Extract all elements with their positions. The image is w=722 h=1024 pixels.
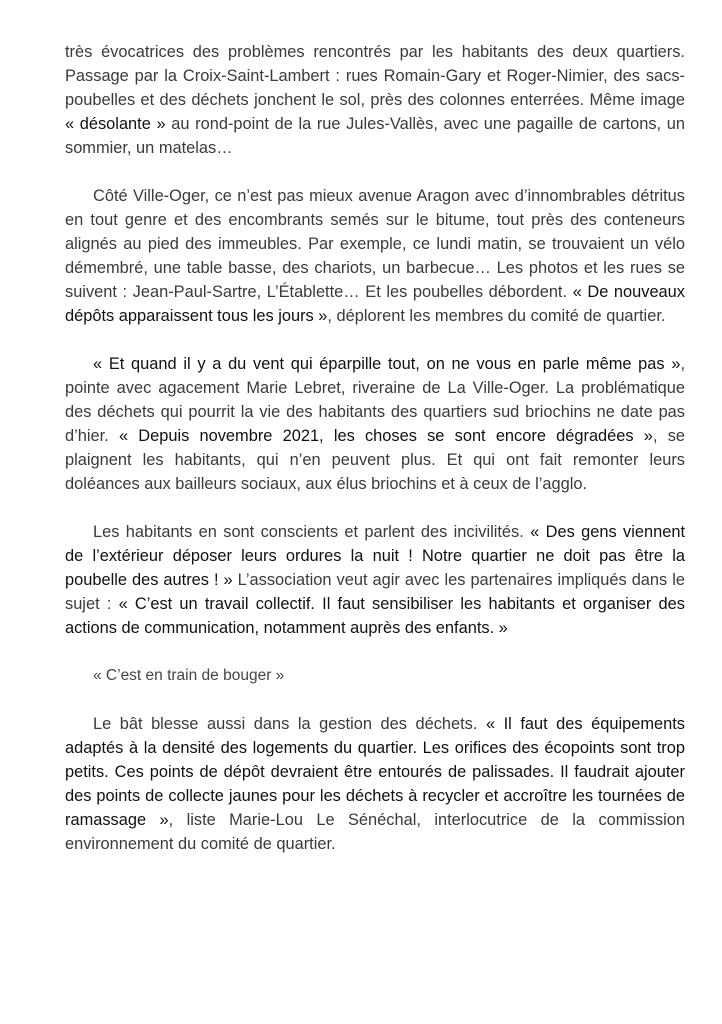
paragraph-4-quote-1: « Des gens viennent de l’extérieur déposer leurs ordures la nuit ! Notre quartier ne doit pas être la poubelle des autres ! » (65, 523, 685, 589)
paragraph-2-quote-1: « De nouveaux dépôts apparaissent tous les jours » (65, 283, 685, 325)
article-body (65, 40, 685, 880)
section-subheading: « C’est en train de bouger » (93, 667, 285, 684)
paragraph-2-text-b: , déplorent les membres du comité de quartier. (327, 307, 666, 325)
paragraph-5 (65, 712, 685, 856)
paragraph-3-quote-1: « Et quand il y a du vent qui éparpille tout, on ne vous en parle même pas » (93, 355, 681, 373)
paragraph-2 (65, 184, 685, 328)
paragraph-4-text-a: Les habitants en sont conscients et parlent des incivilités. (93, 523, 531, 541)
paragraph-2-text-a: Côté Ville-Oger, ce n’est pas mieux avenue Aragon avec d’innombrables détritus en tout genre et des encombrants semés sur le bitume, tout près des conteneurs alignés au pied des immeubles. Par exemple, ce lundi matin, se trouvaient un vélo démembré, une table basse, des chariots, un barbecue… Les photos et les rues se suivent : Jean-Paul-Sartre, L’Établette… Et les poubelles débordent. (65, 187, 685, 301)
paragraph-1 (65, 40, 685, 160)
paragraph-5-text-b: , liste Marie-Lou Le Sénéchal, interlocutrice de la commission environnement du comité de quartier. (65, 811, 685, 853)
paragraph-3-text-b: , se plaignent les habitants, qui n’en peuvent plus. Et qui ont fait remonter leurs doléances aux bailleurs sociaux, aux élus briochins et à ceux de l’agglo. (65, 427, 686, 493)
paragraph-1-quote-1: « désolante » (65, 115, 166, 133)
paragraph-1-text-a: très évocatrices des problèmes rencontrés par les habitants des deux quartiers. Passage par la Croix-Saint-Lambert : rues Romain-Gary et Roger-Nimier, des sacs-poubelles et des déchets jonchent le sol, près des colonnes enterrées. Même image (65, 43, 685, 109)
paragraph-5-text-a: Le bât blesse aussi dans la gestion des déchets. (93, 715, 486, 733)
paragraph-4-quote-2: « C’est un travail collectif. Il faut sensibiliser les habitants et organiser des actions de communication, notamment auprès des enfants. » (65, 595, 685, 637)
paragraph-5-quote-1: « Il faut des équipements adaptés à la densité des logements du quartier. Les orifices des écopoints sont trop petits. Ces points de dépôt devraient être entourés de palissades. Il faudrait ajouter des points de collecte jaunes pour les déchets à recycler et accroître les tournées de ramassage » (65, 715, 685, 829)
paragraph-3-quote-2: « Depuis novembre 2021, les choses se sont encore dégradées » (118, 427, 653, 445)
paragraph-4 (65, 520, 685, 640)
paragraph-3 (65, 352, 685, 496)
paragraph-4-text-b: L’association veut agir avec les partenaires impliqués dans le sujet : (65, 571, 685, 613)
paragraph-3-text-a: , pointe avec agacement Marie Lebret, riveraine de La Ville-Oger. La problématique des déchets qui pourrit la vie des habitants des quartiers sud briochins ne date pas d’hier. (65, 355, 685, 445)
paragraph-1-text-b: au rond-point de la rue Jules-Vallès, avec une pagaille de cartons, un sommier, un matelas… (65, 115, 685, 157)
